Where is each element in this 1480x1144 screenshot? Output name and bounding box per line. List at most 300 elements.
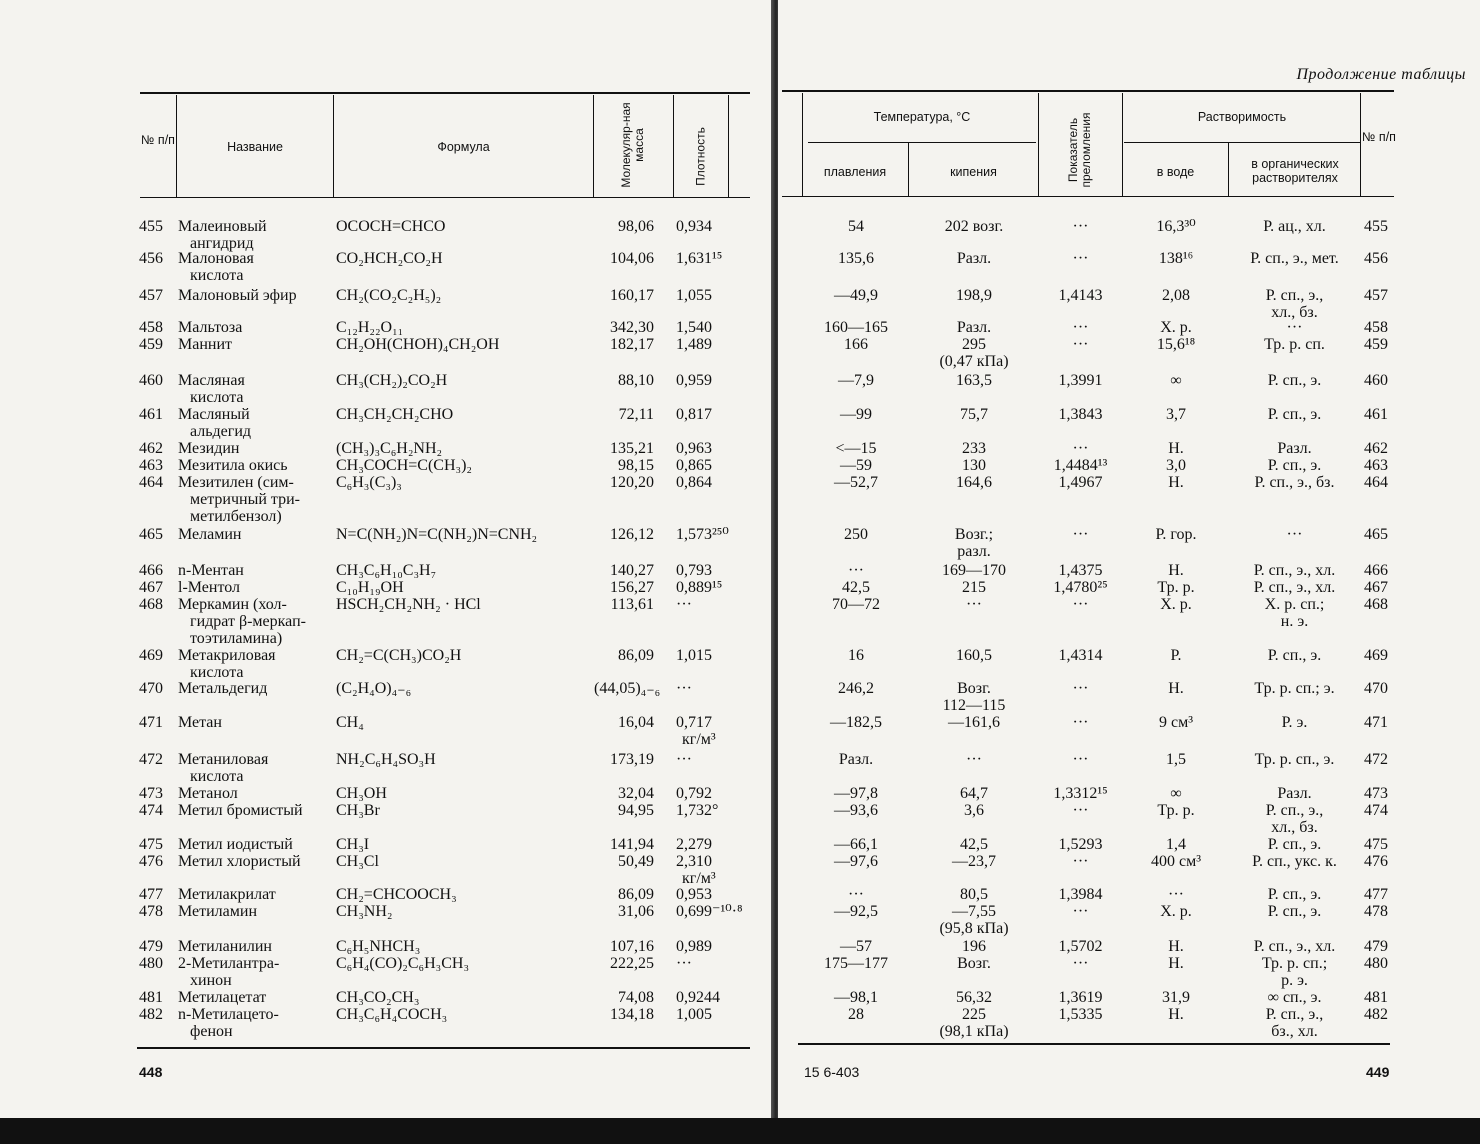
melting-point: —57 [840,938,872,955]
water-solubility: Р. гор. [1155,526,1197,543]
molecular-mass: 72,11 [618,406,654,423]
compound-name-line: Метилацетат [178,989,267,1006]
melting-point: 54 [848,218,864,235]
molecular-mass: 156,27 [610,579,654,596]
right-page [778,0,1480,1118]
water-solubility: Н. [1168,440,1184,457]
boiling-point-line: (95,8 кПа) [939,920,1009,937]
density: 0,934 [676,218,712,235]
row-number-right: 460 [1364,372,1388,389]
refractive-index: ··· [1072,526,1089,543]
compound-formula: CH₃Br [336,802,380,819]
header-refraction: Показатель преломления [1066,112,1093,188]
compound-name-line: l-Ментол [178,579,241,596]
density: 0,953 [676,886,712,903]
molecular-mass: 31,06 [618,903,654,920]
density: 0,865 [676,457,712,474]
boiling-point [910,802,1038,819]
boiling-point [910,886,1038,903]
density-cell [676,955,692,972]
refractive-index: 1,4143 [1058,287,1103,304]
organic-solubility [1229,287,1360,321]
compound-formula: CH₂=CHCOOCH₃ [336,886,457,903]
compound-formula: OCOCH=CHCO [336,218,446,235]
refractive-index: ··· [1072,218,1089,235]
compound-name [178,319,333,336]
organic-solubility-line: Р. э. [1281,714,1308,731]
melting-point: <—15 [835,440,877,457]
boiling-point-line: —23,7 [952,853,996,870]
compound-formula: CH₃CH₂CH₂CHO [336,406,454,423]
header-boiling: кипения [950,165,997,179]
row-number: 470 [139,680,163,697]
row-number: 480 [139,955,163,972]
melting-point: 70—72 [832,596,880,613]
row-number-right: 465 [1364,526,1388,543]
row-number-right: 474 [1364,802,1388,819]
organic-solubility-line: р. э. [1281,972,1308,989]
organic-solubility-line: Р. сп., э., хл. [1253,938,1336,955]
density-cell [676,562,712,579]
boiling-point [910,579,1038,596]
density: ··· [676,596,692,613]
boiling-point [910,836,1038,853]
boiling-point-line: 42,5 [960,836,988,853]
density: 2,310 [676,853,712,870]
boiling-point-line: Возг. [957,955,991,972]
row-number: 472 [139,751,163,768]
boiling-point-line: 130 [962,457,986,474]
boiling-point-line: 160,5 [956,647,992,664]
row-number: 467 [139,579,163,596]
density-cell [676,938,712,955]
boiling-point [910,372,1038,389]
bottom-rule [137,1047,750,1049]
molecular-mass: 120,20 [610,474,654,491]
row-number: 455 [139,218,163,235]
row-number-right: 457 [1364,287,1388,304]
compound-name-line: Малеиновый [178,218,267,235]
compound-name [178,1006,333,1040]
density: 0,717 [676,714,712,731]
sol-sub-rule [1124,142,1360,143]
organic-solubility-line: Р. сп., э. [1267,836,1322,853]
organic-solubility-line: Р. сп., э., бз. [1254,474,1335,491]
molecular-mass: 32,04 [618,785,654,802]
row-number-right: 456 [1364,250,1388,267]
compound-name-line: Метил бромистый [178,802,303,819]
organic-solubility [1229,579,1360,596]
organic-solubility-line: Р. сп., э., [1265,1006,1324,1023]
density: 1,055 [676,287,712,304]
density: 0,864 [676,474,712,491]
melting-point: 135,6 [838,250,874,267]
organic-solubility [1229,955,1360,989]
organic-solubility [1229,802,1360,836]
density-cell [676,250,722,267]
compound-name-line: Мальтоза [178,319,243,336]
compound-name-line: ангидрид [190,235,254,252]
organic-solubility [1229,218,1360,235]
header-in-water: в воде [1156,165,1195,179]
row-number: 464 [139,474,163,491]
compound-name [178,903,333,920]
organic-solubility-line: Разл. [1277,785,1312,802]
water-solubility: Н. [1168,938,1184,955]
boiling-point-line: 233 [962,440,986,457]
molecular-mass: 50,49 [618,853,654,870]
header-solubility: Растворимость [1197,110,1287,124]
compound-name [178,372,333,406]
refractive-index: ··· [1072,596,1089,613]
compound-name [178,336,333,353]
compound-name-line: n-Ментан [178,562,244,579]
row-number: 469 [139,647,163,664]
row-number: 475 [139,836,163,853]
boiling-point-line: ··· [966,751,982,768]
melting-point: —182,5 [830,714,882,731]
boiling-point-line: 164,6 [956,474,992,491]
density-cell [676,836,712,853]
organic-solubility-line: Р. сп., э. [1267,886,1322,903]
row-number: 457 [139,287,163,304]
boiling-point [910,903,1038,937]
density-cell [676,287,712,304]
organic-solubility [1229,751,1360,768]
refractive-index: 1,3984 [1058,886,1103,903]
compound-name-line: Метаниловая [178,751,269,768]
row-number: 465 [139,526,163,543]
compound-name-line: метричный три- [190,491,300,508]
organic-solubility-line: Р. сп., э. [1267,372,1322,389]
melting-point: —93,6 [834,802,878,819]
density: ··· [676,751,692,768]
header-formula: Формула [437,140,490,154]
compound-formula: CH₃CO₂CH₃ [336,989,420,1006]
melting-point: —66,1 [834,836,878,853]
organic-solubility [1229,785,1360,802]
compound-name [178,440,333,457]
density-cell [676,474,712,491]
boiling-point-line: 295 [962,336,986,353]
row-number-right: 473 [1364,785,1388,802]
refractive-index: 1,5702 [1058,938,1103,955]
organic-solubility [1229,1006,1360,1040]
organic-solubility [1229,474,1360,491]
compound-formula: N=C(NH₂)N=C(NH₂)N=CNH₂ [336,526,538,543]
melting-point: —99 [840,406,872,423]
organic-solubility [1229,440,1360,457]
density-cell [676,802,718,819]
boiling-point [910,596,1038,613]
molecular-mass: 104,06 [610,250,654,267]
row-number: 474 [139,802,163,819]
compound-name-line: гидрат β-меркап- [190,613,306,630]
organic-solubility [1229,457,1360,474]
molecular-mass: 98,15 [618,457,654,474]
density: 0,989 [676,938,712,955]
boiling-point-line: 75,7 [960,406,988,423]
water-solubility: 1,4 [1166,836,1186,853]
compound-name-line: Маннит [178,336,233,353]
boiling-point-line: 56,32 [956,989,992,1006]
organic-solubility [1229,714,1360,731]
page-number-right: 449 [1366,1064,1390,1080]
boiling-point-line: 112—115 [942,697,1006,714]
col-divider [1360,93,1361,196]
organic-solubility-line: Р. сп., э. [1267,457,1322,474]
row-number: 477 [139,886,163,903]
melting-point: 166 [844,336,868,353]
organic-solubility [1229,989,1360,1006]
row-number-right: 467 [1364,579,1388,596]
scan-border [0,1118,1480,1144]
compound-name-line: Масляная [178,372,245,389]
density: 1,489 [676,336,712,353]
row-number: 462 [139,440,163,457]
water-solubility: 3,7 [1166,406,1186,423]
water-solubility: Тр. р. [1157,802,1195,819]
density-cell [676,903,743,920]
compound-name-line: Масляный [178,406,250,423]
water-solubility: Х. р. [1160,903,1192,920]
density-cell [676,989,720,1006]
refractive-index: ··· [1072,319,1089,336]
refractive-index: 1,3991 [1058,372,1103,389]
refractive-index: ··· [1072,802,1089,819]
compound-name [178,955,333,989]
density-cell [676,218,712,235]
refractive-index: ··· [1072,440,1089,457]
compound-name-line: Метил иодистый [178,836,293,853]
water-solubility: 15,6¹⁸ [1156,336,1196,353]
density-cell [676,886,712,903]
compound-name [178,751,333,785]
refractive-index: ··· [1072,903,1089,920]
organic-solubility [1229,250,1360,267]
water-solubility: Н. [1168,562,1184,579]
row-number-right: 477 [1364,886,1388,903]
density: 0,793 [676,562,712,579]
boiling-point-line: 169—170 [942,562,1006,579]
melting-point: 175—177 [824,955,888,972]
organic-solubility [1229,562,1360,579]
row-number: 482 [139,1006,163,1023]
refractive-index: ··· [1072,751,1089,768]
molecular-mass: 88,10 [618,372,654,389]
page-number-left: 448 [139,1064,163,1080]
col-divider [673,95,674,197]
compound-name [178,579,333,596]
refractive-index: 1,4375 [1058,562,1103,579]
refractive-index: ··· [1072,853,1089,870]
row-number: 481 [139,989,163,1006]
compound-formula: C₁₀H₁₉OH [336,579,404,596]
organic-solubility [1229,853,1360,870]
row-number: 473 [139,785,163,802]
compound-name-line: Метил хлористый [178,853,301,870]
density: 0,817 [676,406,712,423]
compound-name-line: Мезитилен (сим- [178,474,294,491]
temp-sub-rule [808,142,1036,143]
row-number-right: 479 [1364,938,1388,955]
density: 1,732° [676,802,719,819]
density: ··· [676,680,692,697]
organic-solubility [1229,886,1360,903]
organic-solubility [1229,647,1360,664]
melting-point: 42,5 [842,579,870,596]
compound-name [178,714,333,731]
compound-name-line: кислота [190,267,244,284]
density: 0,792 [676,785,712,802]
molecular-mass: 126,12 [610,526,654,543]
boiling-point-line: —7,55 [952,903,996,920]
header-num: № п/п [141,133,175,147]
compound-name [178,886,333,903]
molecular-mass: 74,08 [618,989,654,1006]
refractive-index: 1,3843 [1058,406,1103,423]
boiling-point-line: Возг.; [954,526,994,543]
density-unit: кг/м³ [682,731,716,748]
water-solubility: 3,0 [1166,457,1186,474]
header-bottom-rule [140,197,750,198]
compound-name [178,802,333,819]
row-number: 479 [139,938,163,955]
row-number-right: 466 [1364,562,1388,579]
boiling-point-line: 198,9 [956,287,992,304]
density-unit: кг/м³ [682,870,716,887]
row-number-right: 464 [1364,474,1388,491]
compound-name-line: метилбензол) [190,508,282,525]
boiling-point [910,474,1038,491]
boiling-point-line: разл. [957,543,991,560]
density-cell [676,596,692,613]
row-number-right: 471 [1364,714,1388,731]
compound-name [178,938,333,955]
compound-name [178,680,333,697]
density: 0,9244 [676,989,720,1006]
organic-solubility-line: н. э. [1280,613,1309,630]
molecular-mass: 141,94 [610,836,654,853]
row-number-right: 468 [1364,596,1388,613]
water-solubility: Х. р. [1160,319,1192,336]
top-rule [782,90,1394,92]
organic-solubility [1229,903,1360,920]
compound-formula: C₆H₅NHCH₃ [336,938,421,955]
col-divider [802,93,803,196]
boiling-point [910,218,1038,235]
organic-solubility-line: Р. ац., хл. [1263,218,1326,235]
boiling-point [910,440,1038,457]
row-number-right: 476 [1364,853,1388,870]
boiling-point-line: —161,6 [948,714,1000,731]
refractive-index: 1,5335 [1058,1006,1103,1023]
water-solubility: ∞ [1170,785,1182,802]
compound-name-line: Меламин [178,526,242,543]
compound-name-line: Метальдегид [178,680,268,697]
molecular-mass: 86,09 [618,647,654,664]
compound-formula: CH₂=C(CH₃)CO₂H [336,647,462,664]
boiling-point-line: Разл. [956,250,992,267]
organic-solubility-line: ··· [1286,526,1303,543]
molecular-mass: 107,16 [610,938,654,955]
molecular-mass: 173,19 [610,751,654,768]
boiling-point-line: 80,5 [960,886,988,903]
organic-solubility-line: Тр. р. сп., э. [1254,751,1335,768]
col-divider [1038,93,1039,196]
compound-formula: NH₂C₆H₄SO₃H [336,751,436,768]
organic-solubility [1229,938,1360,955]
compound-formula: C₆H₄(CO)₂C₆H₃CH₃ [336,955,470,972]
density: ··· [676,955,692,972]
water-solubility: ··· [1168,886,1184,903]
compound-formula: CH₃OH [336,785,387,802]
compound-name-line: Метиланилин [178,938,272,955]
compound-name [178,457,333,474]
water-solubility: Х. р. [1160,596,1192,613]
boiling-point [910,647,1038,664]
row-number-right: 470 [1364,680,1388,697]
col-divider [1228,143,1229,196]
organic-solubility-line: бз., хл. [1271,1023,1318,1040]
top-rule [140,92,750,94]
density-cell [676,336,712,353]
density: 1,005 [676,1006,712,1023]
bottom-rule [798,1043,1390,1045]
row-number-right: 482 [1364,1006,1388,1023]
organic-solubility-line: Р. сп., э., хл. [1253,562,1336,579]
compound-formula: CH₂OH(CHOH)₄CH₂OH [336,336,500,353]
organic-solubility-line: Р. сп., э., мет. [1250,250,1339,267]
molecular-mass: 94,95 [618,802,654,819]
melting-point: 16 [848,647,864,664]
boiling-point [910,406,1038,423]
molecular-mass: 113,61 [610,596,654,613]
molecular-mass: 182,17 [610,336,654,353]
organic-solubility [1229,526,1360,543]
organic-solubility [1229,680,1360,697]
water-solubility: 400 см³ [1150,853,1202,870]
melting-point: —59 [840,457,872,474]
refractive-index: ··· [1072,250,1089,267]
compound-formula: CH₃(CH₂)₂CO₂H [336,372,448,389]
melting-point: Разл. [838,751,874,768]
continuation-title: Продолжение таблицы [1296,66,1466,83]
density-cell [676,406,712,423]
melting-point: ··· [848,562,864,579]
boiling-point [910,1006,1038,1040]
compound-name [178,250,333,284]
melting-point: 246,2 [838,680,874,697]
organic-solubility-line: хл., бз. [1271,304,1318,321]
boiling-point [910,989,1038,1006]
header-density: Плотность [693,127,708,186]
organic-solubility-line: Разл. [1277,440,1312,457]
boiling-point-line: ··· [966,596,982,613]
water-solubility: 1,5 [1166,751,1186,768]
row-number: 466 [139,562,163,579]
compound-name-line: n-Метилацето- [178,1006,279,1023]
boiling-point [910,938,1038,955]
density-cell [676,1006,712,1023]
molecular-mass: (44,05)₄₋₆ [594,680,661,697]
refractive-index: ··· [1072,680,1089,697]
organic-solubility-line: Р. сп., э., [1265,802,1324,819]
melting-point: —97,8 [834,785,878,802]
density: 1,015 [676,647,712,664]
water-solubility: 2,08 [1162,287,1190,304]
compound-name [178,853,333,870]
